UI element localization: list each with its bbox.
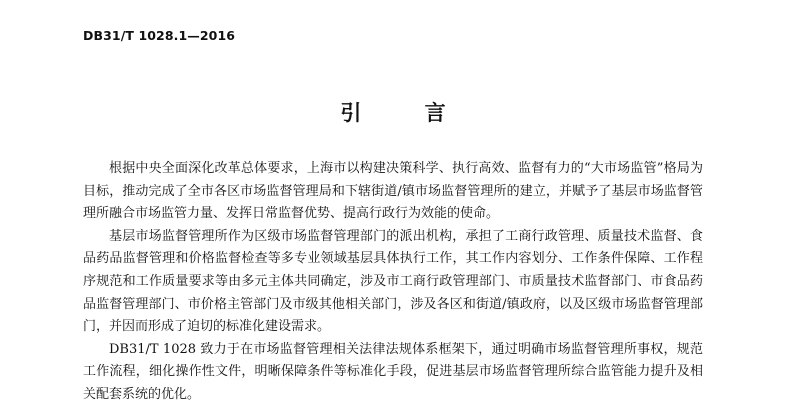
standard-number: DB31/T 1028.1—2016: [83, 28, 236, 43]
paragraph: 根据中央全面深化改革总体要求，上海市以构建决策科学、执行高效、监督有力的“大市场监管”格局为目标，推动完成了全市各区市场监督管理局和下辖街道/镇市场监督管理所的建立，并赋予了基层市场监督管理所融合市场监管力量、发挥日常监督优势、提高行政行为效能的使命。: [83, 161, 703, 222]
paragraph: DB31/T 1028 致力于在市场监督管理相关法律法规体系框架下，通过明确市场监督管理所事权，规范工作流程，细化操作性文件，明晰保障条件等标准化手段，促进基层市场监督管理所综合监管能力提升及相关配套系统的优化。: [83, 341, 703, 402]
paragraph: 基层市场监督管理所作为区级市场监督管理部门的派出机构，承担了工商行政管理、质量技术监督、食品药品监督管理和价格监督检查等多专业领域基层具体执行工作，其工作内容划分、工作条件保障、工作程序规范和工作质量要求等由多元主体共同确定，涉及市工商行政管理部门、市质量技术监督部门、市食品药品监督管理部门、市价格主管部门及市级其他相关部门，涉及各区和街道/镇政府，以及区级市场监督管理部门，并因而形成了迫切的标准化建设需求。: [83, 228, 703, 335]
section-title: 引 言: [340, 100, 474, 125]
introduction-body: [83, 158, 703, 407]
